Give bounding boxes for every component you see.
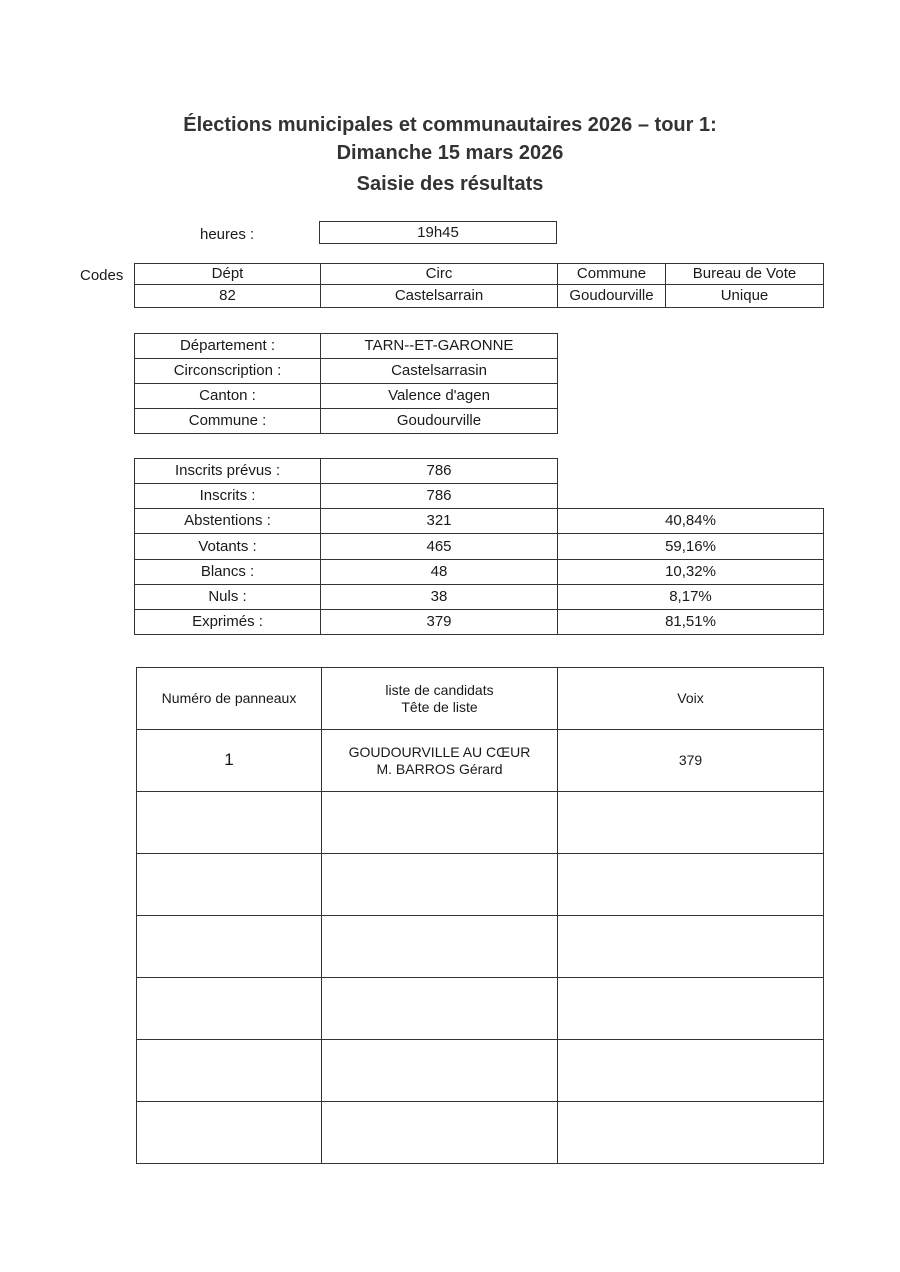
stats-pct: 81,51% <box>558 610 824 635</box>
candidate-row <box>137 1102 824 1164</box>
stats-row <box>135 534 824 560</box>
header-votes: Voix <box>558 668 824 730</box>
stats-value: 465 <box>321 534 558 560</box>
stats-label: Abstentions : <box>135 509 321 534</box>
location-label: Canton : <box>135 384 321 409</box>
location-row <box>135 334 558 359</box>
location-label: Commune : <box>135 409 321 434</box>
candidate-list <box>322 978 558 1040</box>
stats-table <box>134 458 824 635</box>
candidate-list <box>322 792 558 854</box>
codes-header-dept: Dépt <box>135 264 321 285</box>
stats-label: Inscrits prévus : <box>135 459 321 484</box>
stats-label: Exprimés : <box>135 610 321 635</box>
stats-value: 786 <box>321 484 558 509</box>
candidate-votes <box>558 916 824 978</box>
codes-value-bureau: Unique <box>666 285 824 308</box>
stats-value: 38 <box>321 585 558 610</box>
location-label: Département : <box>135 334 321 359</box>
candidate-row <box>137 854 824 916</box>
candidate-votes <box>558 792 824 854</box>
stats-label: Inscrits : <box>135 484 321 509</box>
codes-table <box>134 263 824 308</box>
candidate-panel-number <box>137 978 322 1040</box>
stats-row <box>135 509 824 534</box>
location-row <box>135 359 558 384</box>
location-row <box>135 409 558 434</box>
candidate-panel-number <box>137 1040 322 1102</box>
heures-value: 19h45 <box>319 221 557 244</box>
candidate-list-head: M. BARROS Gérard <box>376 760 503 777</box>
stats-pct: 40,84% <box>558 509 824 534</box>
header-panel-number: Numéro de panneaux <box>137 668 322 730</box>
location-value: Castelsarrasin <box>321 359 558 384</box>
candidate-list <box>322 916 558 978</box>
candidate-panel-number <box>137 854 322 916</box>
codes-header-circ: Circ <box>321 264 558 285</box>
candidate-panel-number <box>137 792 322 854</box>
stats-row <box>135 610 824 635</box>
header-list-candidates <box>322 668 558 730</box>
location-value: Valence d'agen <box>321 384 558 409</box>
candidate-votes <box>558 1102 824 1164</box>
stats-row <box>135 459 824 484</box>
candidate-row <box>137 1040 824 1102</box>
candidate-votes: 379 <box>558 730 824 792</box>
candidate-panel-number <box>137 916 322 978</box>
stats-pct <box>558 484 824 509</box>
candidate-panel-number: 1 <box>137 730 322 792</box>
candidate-list <box>322 1102 558 1164</box>
location-label: Circonscription : <box>135 359 321 384</box>
codes-label: Codes <box>80 267 124 284</box>
stats-pct: 10,32% <box>558 560 824 585</box>
codes-header-commune: Commune <box>558 264 666 285</box>
stats-value: 48 <box>321 560 558 585</box>
candidate-list <box>322 730 558 792</box>
stats-label: Blancs : <box>135 560 321 585</box>
codes-header-bureau: Bureau de Vote <box>666 264 824 285</box>
election-date: Dimanche 15 mars 2026 <box>336 142 564 164</box>
location-row <box>135 384 558 409</box>
stats-label: Votants : <box>135 534 321 560</box>
candidate-list <box>322 854 558 916</box>
location-value: Goudourville <box>321 409 558 434</box>
stats-label: Nuls : <box>135 585 321 610</box>
location-table <box>134 333 558 434</box>
candidate-panel-number <box>137 1102 322 1164</box>
stats-row <box>135 585 824 610</box>
header-list-line1: liste de candidats <box>385 681 494 698</box>
candidate-votes <box>558 1040 824 1102</box>
page-title: Élections municipales et communautaires 2026 – tour 1: <box>183 114 717 136</box>
candidates-table <box>136 667 824 1164</box>
candidate-votes <box>558 854 824 916</box>
codes-value-dept: 82 <box>135 285 321 308</box>
candidate-row <box>137 730 824 792</box>
candidate-row <box>137 978 824 1040</box>
stats-pct <box>558 459 824 484</box>
candidate-votes <box>558 978 824 1040</box>
candidate-list <box>322 1040 558 1102</box>
stats-value: 379 <box>321 610 558 635</box>
codes-value-circ: Castelsarrain <box>321 285 558 308</box>
candidate-row <box>137 792 824 854</box>
candidate-list-name: GOUDOURVILLE AU CŒUR <box>348 743 531 760</box>
stats-row <box>135 560 824 585</box>
header-list-line2: Tête de liste <box>401 698 478 715</box>
heures-label: heures : <box>200 226 255 243</box>
stats-row <box>135 484 824 509</box>
stats-value: 786 <box>321 459 558 484</box>
candidates-header-row <box>137 668 824 730</box>
stats-pct: 59,16% <box>558 534 824 560</box>
location-value: TARN--ET-GARONNE <box>321 334 558 359</box>
page-subtitle: Saisie des résultats <box>356 173 544 195</box>
candidate-row <box>137 916 824 978</box>
stats-value: 321 <box>321 509 558 534</box>
stats-pct: 8,17% <box>558 585 824 610</box>
codes-value-commune: Goudourville <box>558 285 666 308</box>
